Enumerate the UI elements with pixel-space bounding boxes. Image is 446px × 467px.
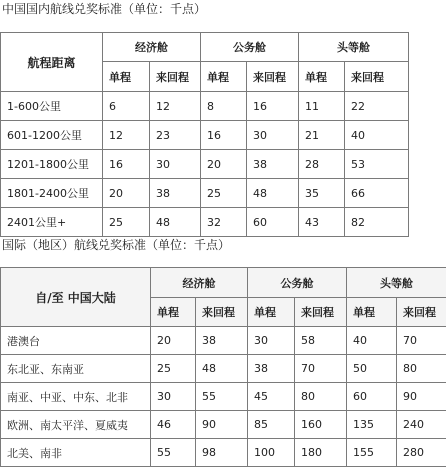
cell-value: 155 <box>347 439 397 467</box>
row-label: 2401公里+ <box>1 208 103 237</box>
cell-value: 240 <box>397 411 446 439</box>
cabin-header-business: 公务舱 <box>201 33 299 62</box>
cell-value: 16 <box>201 121 247 150</box>
sub-header: 单程 <box>151 298 196 327</box>
cell-value: 45 <box>248 383 295 411</box>
cell-value: 90 <box>196 411 248 439</box>
table-row <box>1 383 446 411</box>
cabin-header-economy: 经济舱 <box>151 268 248 298</box>
cell-value: 85 <box>248 411 295 439</box>
cabin-header-row <box>1 33 409 62</box>
cell-value: 43 <box>299 208 345 237</box>
cell-value: 53 <box>345 150 409 179</box>
row-label: 1801-2400公里 <box>1 179 103 208</box>
sub-header: 单程 <box>103 62 150 92</box>
row-label: 南亚、中亚、中东、北非 <box>1 383 151 411</box>
row-label: 港澳台 <box>1 327 151 355</box>
sub-header: 单程 <box>248 298 295 327</box>
row-label: 北美、南非 <box>1 439 151 467</box>
cell-value: 80 <box>397 355 446 383</box>
domestic-award-table <box>0 32 409 237</box>
cell-value: 50 <box>347 355 397 383</box>
table-row <box>1 150 409 179</box>
cell-value: 25 <box>201 179 247 208</box>
cell-value: 30 <box>151 383 196 411</box>
cell-value: 35 <box>299 179 345 208</box>
cell-value: 82 <box>345 208 409 237</box>
cell-value: 28 <box>299 150 345 179</box>
cell-value: 12 <box>103 121 150 150</box>
table-row <box>1 208 409 237</box>
sub-header: 单程 <box>299 62 345 92</box>
row-label: 欧洲、南太平洋、夏威夷 <box>1 411 151 439</box>
cell-value: 38 <box>150 179 201 208</box>
sub-header: 来回程 <box>196 298 248 327</box>
sub-header: 来回程 <box>397 298 446 327</box>
cell-value: 98 <box>196 439 248 467</box>
cell-value: 30 <box>248 327 295 355</box>
cell-value: 60 <box>247 208 299 237</box>
cell-value: 25 <box>103 208 150 237</box>
international-award-table <box>0 267 446 467</box>
cell-value: 180 <box>295 439 347 467</box>
cabin-header-business: 公务舱 <box>248 268 347 298</box>
row-label: 601-1200公里 <box>1 121 103 150</box>
cell-value: 40 <box>347 327 397 355</box>
sub-header: 来回程 <box>295 298 347 327</box>
cell-value: 16 <box>247 92 299 121</box>
table-row <box>1 121 409 150</box>
table-row <box>1 327 446 355</box>
row-label: 东北亚、东南亚 <box>1 355 151 383</box>
cell-value: 30 <box>150 150 201 179</box>
domestic-caption: 中国国内航线兑奖标准（单位：千点） <box>2 2 206 16</box>
cell-value: 90 <box>397 383 446 411</box>
cell-value: 80 <box>295 383 347 411</box>
cell-value: 6 <box>103 92 150 121</box>
sub-header: 单程 <box>347 298 397 327</box>
cabin-header-first: 头等舱 <box>347 268 446 298</box>
cell-value: 48 <box>150 208 201 237</box>
sub-header: 来回程 <box>345 62 409 92</box>
cell-value: 48 <box>196 355 248 383</box>
cell-value: 25 <box>151 355 196 383</box>
cell-value: 160 <box>295 411 347 439</box>
row-label: 1-600公里 <box>1 92 103 121</box>
cell-value: 38 <box>247 150 299 179</box>
cell-value: 60 <box>347 383 397 411</box>
table-row <box>1 411 446 439</box>
table-row <box>1 355 446 383</box>
cell-value: 20 <box>201 150 247 179</box>
cell-value: 55 <box>196 383 248 411</box>
cell-value: 30 <box>247 121 299 150</box>
cell-value: 20 <box>151 327 196 355</box>
cell-value: 66 <box>345 179 409 208</box>
cell-value: 38 <box>196 327 248 355</box>
cell-value: 23 <box>150 121 201 150</box>
cell-value: 135 <box>347 411 397 439</box>
table-row <box>1 439 446 467</box>
cell-value: 11 <box>299 92 345 121</box>
cell-value: 46 <box>151 411 196 439</box>
cell-value: 12 <box>150 92 201 121</box>
cell-value: 8 <box>201 92 247 121</box>
sub-header: 来回程 <box>150 62 201 92</box>
cabin-header-row <box>1 268 446 298</box>
cell-value: 100 <box>248 439 295 467</box>
corner-header: 航程距离 <box>1 33 103 92</box>
cell-value: 280 <box>397 439 446 467</box>
cell-value: 70 <box>295 355 347 383</box>
row-label: 1201-1800公里 <box>1 150 103 179</box>
cell-value: 32 <box>201 208 247 237</box>
cell-value: 58 <box>295 327 347 355</box>
cell-value: 20 <box>103 179 150 208</box>
cell-value: 40 <box>345 121 409 150</box>
cell-value: 38 <box>248 355 295 383</box>
table-row <box>1 92 409 121</box>
cell-value: 70 <box>397 327 446 355</box>
cabin-header-first: 头等舱 <box>299 33 409 62</box>
cell-value: 22 <box>345 92 409 121</box>
international-caption: 国际（地区）航线兑奖标准（单位：千点） <box>2 238 230 252</box>
sub-header: 单程 <box>201 62 247 92</box>
cell-value: 16 <box>103 150 150 179</box>
cabin-header-economy: 经济舱 <box>103 33 201 62</box>
cell-value: 21 <box>299 121 345 150</box>
sub-header: 来回程 <box>247 62 299 92</box>
table-row <box>1 179 409 208</box>
corner-header: 自/至 中国大陆 <box>1 268 151 327</box>
cell-value: 48 <box>247 179 299 208</box>
cell-value: 55 <box>151 439 196 467</box>
